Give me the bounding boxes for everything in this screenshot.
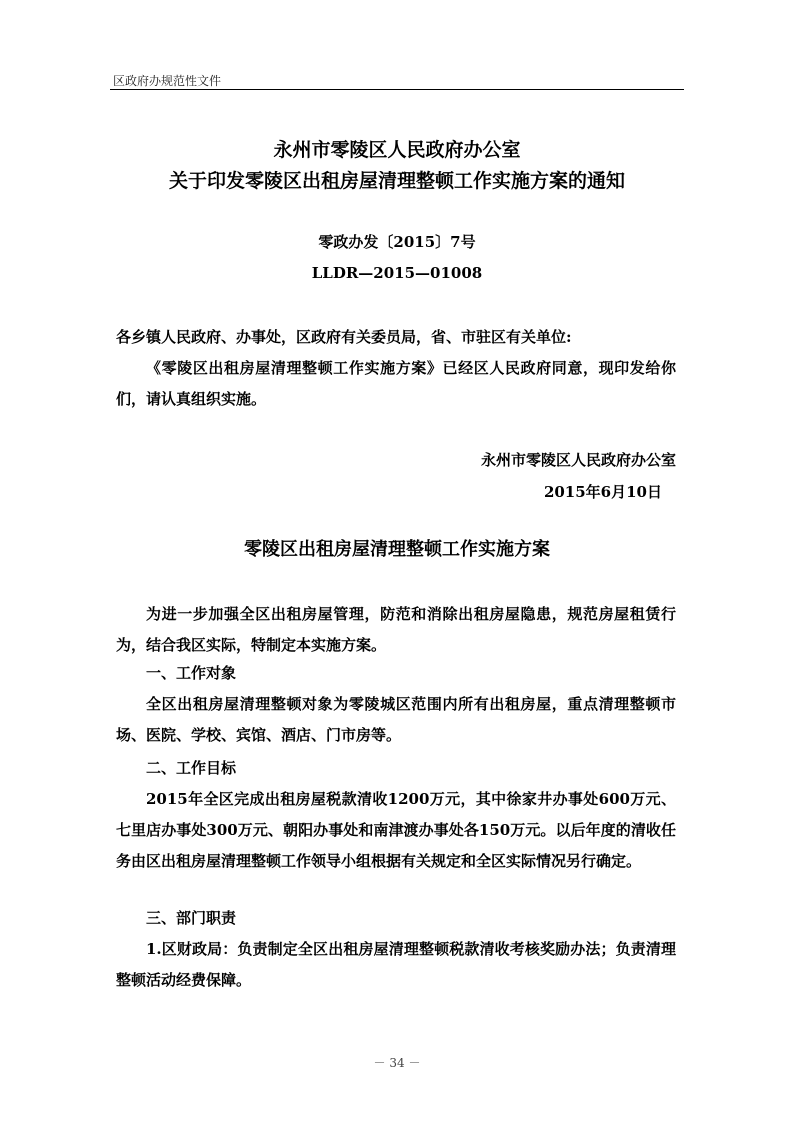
section-heading-3: 三、部门职责 xyxy=(146,909,237,927)
header-divider xyxy=(110,89,684,90)
plan-intro: 为进一步加强全区出租房屋管理，防范和消除出租房屋隐患，规范房屋租赁行为，结合我区实际，特制定本实施方案。 xyxy=(116,605,676,654)
running-header: 区政府办规范性文件 xyxy=(113,74,222,88)
issue-date: 2015年6月10日 xyxy=(543,483,662,501)
section-text-1: 全区出租房屋清理整顿对象为零陵城区范围内所有出租房屋，重点清理整顿市场、医院、学校、宾馆、酒店、门市房等。 xyxy=(116,695,676,744)
section-heading-2: 二、工作目标 xyxy=(146,759,237,777)
document-number: 零政办发〔2015〕7号 xyxy=(318,233,476,251)
section-text-3: 1.区财政局：负责制定全区出租房屋清理整顿税款清收考核奖励办法；负责清理整顿活动经费保障。 xyxy=(116,940,676,989)
notice-addressee: 各乡镇人民政府、办事处，区政府有关委员局，省、市驻区有关单位: xyxy=(116,328,572,346)
issuer-signature: 永州市零陵区人民政府办公室 xyxy=(480,451,676,469)
notice-title-line2: 关于印发零陵区出租房屋清理整顿工作实施方案的通知 xyxy=(168,170,625,192)
registration-number: LLDR—2015—01008 xyxy=(311,264,483,282)
plan-title: 零陵区出租房屋清理整顿工作实施方案 xyxy=(244,539,550,560)
section-text-2: 2015年全区完成出租房屋税款清收1200万元，其中徐家井办事处600万元、七里店办事处300万元、朝阳办事处和南津渡办事处各150万元。以后年度的清收任务由区出租房屋清理整顿工作领导小组根据有关规定和全区实际情况另行确定。 xyxy=(116,790,676,870)
section-heading-1: 一、工作对象 xyxy=(146,664,237,682)
notice-title-line1: 永州市零陵区人民政府办公室 xyxy=(273,139,521,161)
notice-body: 《零陵区出租房屋清理整顿工作实施方案》已经区人民政府同意，现印发给你们，请认真组织实施。 xyxy=(116,359,676,408)
page-number: － 34 － xyxy=(373,1056,421,1070)
